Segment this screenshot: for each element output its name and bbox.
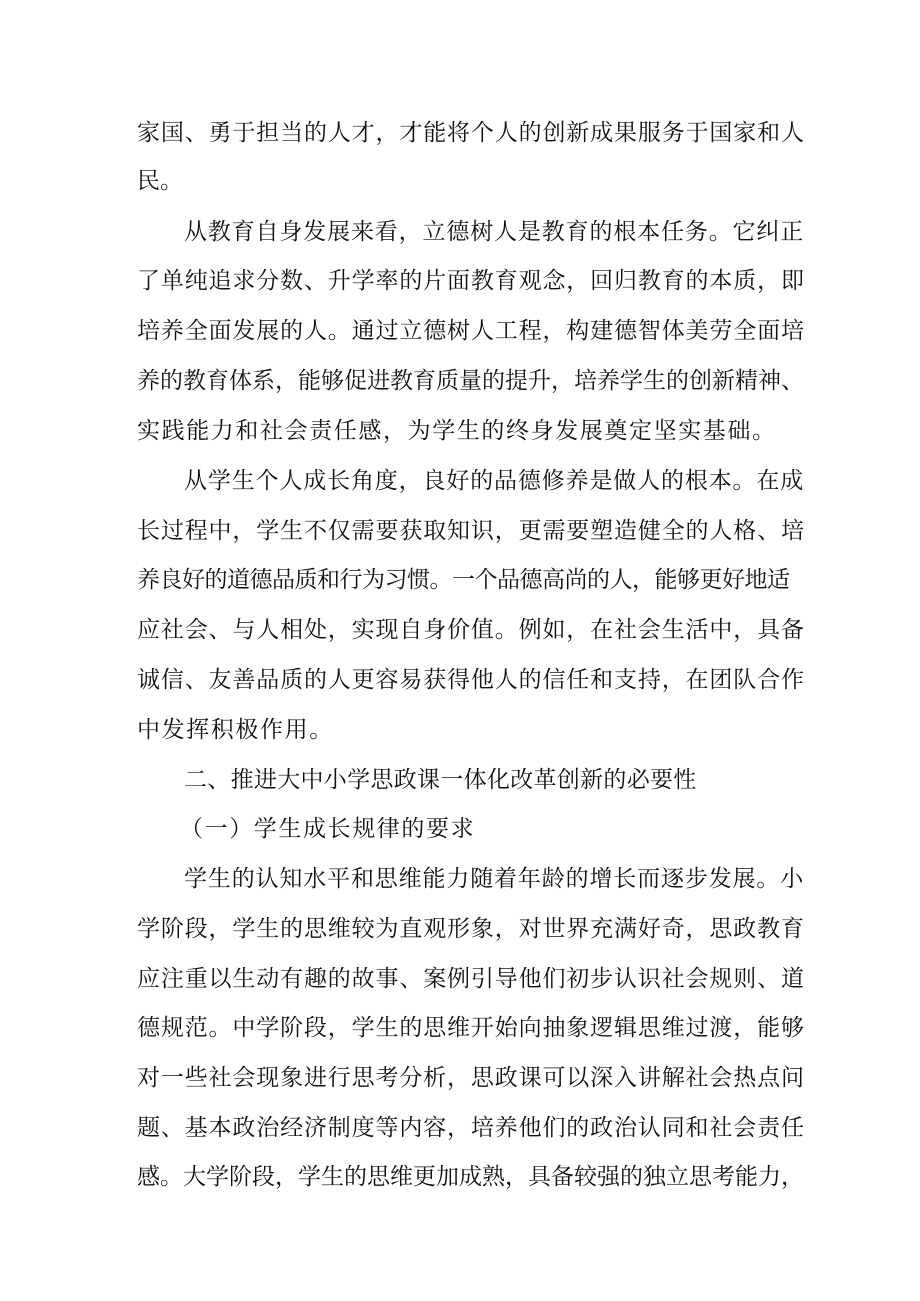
text-line: 民。	[137, 168, 183, 194]
text-line: 从学生个人成长角度，良好的品德修养是做人的根本。在成	[184, 468, 805, 494]
text-line: 题、基本政治经济制度等内容，培养他们的政治认同和社会责任	[137, 1115, 805, 1141]
text-line: 感。大学阶段，学生的思维更加成熟，具备较强的独立思考能力，	[137, 1164, 804, 1190]
text-line: 中发挥积极作用。	[137, 717, 334, 743]
text-line: 了单纯追求分数、升学率的片面教育观念，回归教育的本质，即	[137, 268, 805, 294]
text-line: 从教育自身发展来看，立德树人是教育的根本任务。它纠正	[184, 219, 805, 245]
section-heading: 二、推进大中小学思政课一体化改革创新的必要性	[184, 767, 697, 793]
text-line: 应注重以生动有趣的故事、案例引导他们初步认识社会规则、道	[137, 966, 805, 992]
text-line: 养的教育体系，能够促进教育质量的提升，培养学生的创新精神、	[137, 368, 804, 394]
text-line: 学阶段，学生的思维较为直观形象，对世界充满好奇，思政教育	[137, 916, 805, 942]
text-line: 培养全面发展的人。通过立德树人工程，构建德智体美劳全面培	[137, 318, 805, 344]
text-line: 家国、勇于担当的人才，才能将个人的创新成果服务于国家和人	[137, 120, 805, 146]
text-line: 德规范。中学阶段，学生的思维开始向抽象逻辑思维过渡，能够	[137, 1015, 805, 1041]
text-line: 实践能力和社会责任感，为学生的终身发展奠定坚实基础。	[137, 418, 777, 444]
subsection-heading: （一）学生成长规律的要求	[180, 816, 476, 842]
text-line: 对一些社会现象进行思考分析，思政课可以深入讲解社会热点问	[137, 1065, 805, 1091]
text-line: 学生的认知水平和思维能力随着年龄的增长而逐步发展。小	[184, 866, 805, 892]
text-line: 诚信、友善品质的人更容易获得他人的信任和支持，在团队合作	[137, 667, 805, 693]
text-line: 长过程中，学生不仅需要获取知识，更需要塑造健全的人格、培	[137, 518, 805, 544]
text-line: 养良好的道德品质和行为习惯。一个品德高尚的人，能够更好地适	[137, 567, 790, 593]
text-line: 应社会、与人相处，实现自身价值。例如，在社会生活中，具备	[137, 617, 805, 643]
